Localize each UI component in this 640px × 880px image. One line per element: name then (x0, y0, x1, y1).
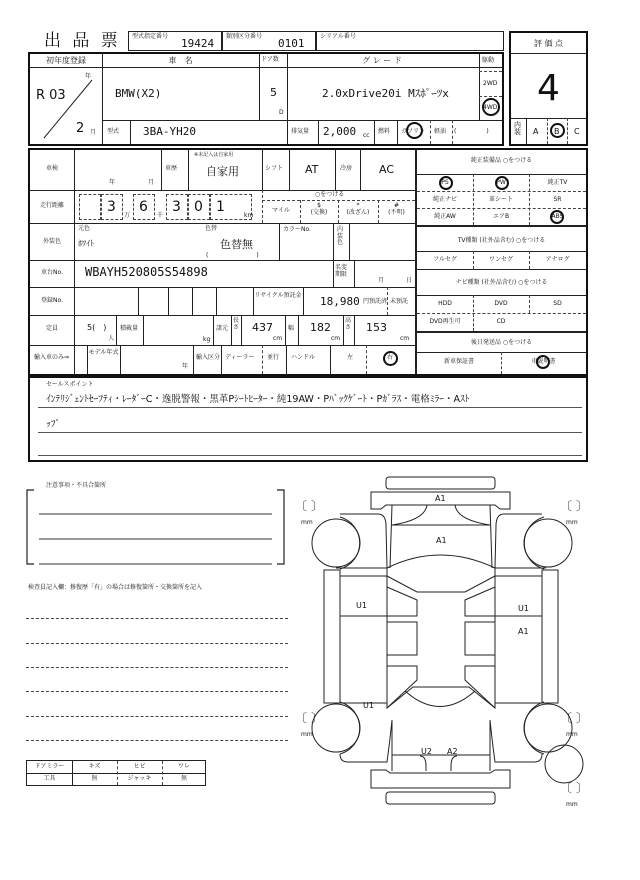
tread-depth-field[interactable]: 〔 〕 mm (560, 781, 589, 808)
equipment-panel (417, 150, 586, 374)
tread-depth-field[interactable]: 〔 〕 mm (560, 711, 589, 738)
mileage-digit-box (101, 194, 123, 220)
doors-value: 5 (270, 86, 277, 99)
accessory-table (26, 760, 206, 786)
chassis-label: 車台No. (41, 269, 63, 276)
inspector-title: 検査員記入欄：修復歴「有」の場合は修復箇所・交換箇所を記入 (28, 584, 203, 591)
height-value: 153 (366, 321, 387, 334)
selected-circle-icon (482, 98, 500, 116)
score-value: 4 (537, 68, 560, 109)
equipment-item: ABS (551, 213, 564, 220)
shift-label: シフト (265, 165, 284, 172)
selected-circle-icon (439, 176, 453, 190)
grade-value: 2.0xDrive20i Mｽﾎﾟｰﾂx (322, 87, 449, 100)
score-box (509, 31, 588, 146)
registration-month: 2 (76, 121, 85, 136)
import-parallel: 並行 (267, 354, 280, 361)
mileage-digit: 1 (216, 199, 225, 215)
interior-option-b: B (554, 127, 560, 136)
selected-circle-icon (383, 351, 398, 366)
accessory-cell: キズ (88, 763, 101, 770)
later-option: 新車保証書 (443, 358, 474, 365)
import-row (30, 345, 415, 374)
navi-option: CD (496, 318, 506, 325)
color-change-paren: ( ) (206, 252, 259, 259)
spec-label: 諸元 (216, 325, 229, 332)
notes-title: 注意事項・不具合箇所 (46, 482, 107, 489)
tv-option: アナログ (545, 256, 570, 263)
handle-label: ハンドル (291, 354, 316, 361)
mm-unit: mm (301, 731, 313, 738)
interior-option-a: A (533, 127, 539, 136)
vehicle-info-block (28, 52, 504, 146)
selected-circle-icon (536, 355, 550, 369)
history-label: 車歴 (165, 165, 178, 172)
damage-mark: U1 (518, 604, 529, 613)
shift-value: AT (305, 163, 319, 176)
displacement-label: 排気量 (291, 128, 310, 135)
mm-unit: mm (566, 731, 578, 738)
capacity-label: 定員 (45, 325, 58, 332)
accessory-cell: ドアミラー (34, 763, 65, 770)
name-change-day: 日 (406, 277, 413, 284)
category-value: 0101 (278, 37, 305, 50)
type-approval-label: 型式指定番号 (132, 33, 169, 40)
history-note: ※未記入は自家用 (194, 152, 234, 158)
interior-color-label: 内装色 (337, 226, 344, 247)
doors-unit: D (279, 109, 284, 116)
mileage-label: 走行距離 (39, 202, 64, 209)
equipment-item: PW (496, 179, 506, 186)
damage-mark: U2 (421, 747, 432, 756)
color-number-label: カラーNo. (283, 226, 311, 233)
fuel-diesel: 軽油 (434, 128, 447, 135)
damage-mark: A1 (435, 494, 446, 503)
history-value: 自家用 (206, 165, 239, 178)
color-change-value: 色替無 (220, 238, 253, 251)
damage-mark: U1 (363, 701, 374, 710)
recycle-value: 18,980 (320, 295, 360, 308)
width-label: 幅 (288, 325, 295, 332)
sales-point-block (28, 376, 588, 462)
navi-title: ナビ種類 (社外品含む) ○をつける (455, 279, 548, 286)
displacement-unit: cc (363, 132, 370, 139)
mileage-sen-unit: 千 (157, 212, 164, 219)
width-value: 182 (310, 321, 331, 334)
form-title: 出 品 票 (44, 31, 121, 51)
model-value: 3BA-YH20 (143, 125, 196, 138)
registration-month-unit: 月 (90, 129, 97, 136)
color-change-label: 色替 (205, 225, 218, 232)
mileage-digit-box (166, 194, 188, 220)
accessory-cell: ジャッキ (127, 775, 152, 782)
diagonal-slash (40, 78, 96, 140)
equipment-item: 純正TV (547, 179, 568, 186)
tread-depth-field[interactable]: 〔 〕 mm (295, 711, 324, 738)
later-option: 車説明書 (531, 358, 556, 365)
notes-bracket (24, 488, 294, 566)
drive-label: 駆動 (482, 57, 495, 64)
inspection-month-unit: 月 (148, 179, 155, 186)
navi-option: DVD再生可 (429, 318, 461, 325)
name-change-month: 月 (378, 277, 385, 284)
width-unit: cm (331, 335, 341, 342)
serial-box (316, 31, 504, 51)
height-unit: cm (400, 335, 410, 342)
handle-right: 右 (387, 354, 394, 361)
inspection-label: 車検 (45, 165, 58, 172)
capacity-unit: 人 (108, 335, 115, 342)
tread-depth-field[interactable]: 〔 〕 mm (560, 499, 589, 526)
damage-mark: A1 (436, 536, 447, 545)
load-label: 積載量 (120, 325, 139, 332)
chassis-value: WBAYH520805S54898 (85, 265, 208, 279)
tv-title: TV種類 (社外品含む) ○をつける (457, 237, 546, 244)
mileage-option-tampered: * (改ざん) (346, 202, 370, 217)
handle-left: 左 (347, 354, 354, 361)
mileage-option-exchange: $ (交換) (310, 202, 328, 217)
displacement-value: 2,000 (323, 125, 357, 138)
mileage-digit-box (133, 194, 155, 220)
length-value: 437 (252, 321, 273, 334)
mileage-unit: km (244, 212, 254, 219)
accessory-cell: ヒビ (133, 763, 146, 770)
mileage-digit-box (79, 194, 101, 220)
mileage-digit: 3 (172, 199, 181, 215)
doors-label: ドア数 (261, 56, 279, 63)
mm-unit: mm (301, 519, 313, 526)
selected-circle-icon (550, 123, 565, 138)
mileage-option-unknown: # (不明) (388, 202, 405, 217)
accessory-cell: ワレ (177, 763, 190, 770)
accessory-cell: 工具 (43, 775, 56, 782)
import-only-label: 輸入車のみ⇒ (34, 354, 70, 361)
damage-mark: A2 (447, 747, 458, 756)
interior-label: 内装 (514, 121, 521, 137)
sales-point-label: セールスポイント (46, 381, 94, 388)
accessory-cell: 無 (180, 775, 187, 782)
serial-label: シリアル番号 (320, 33, 356, 40)
selected-circle-icon (550, 210, 564, 224)
registration-era-year: R 03 (36, 88, 66, 103)
import-dealer: ディーラー (225, 354, 255, 361)
damage-mark: A1 (518, 627, 529, 636)
type-approval-value: 19424 (181, 37, 215, 50)
registration-year-unit: 年 (85, 73, 92, 80)
category-box (222, 31, 316, 51)
load-unit: kg (203, 336, 211, 343)
recycle-label: リサイクル預託金 (254, 292, 302, 299)
type-approval-box (128, 31, 222, 51)
recycle-unit: 円預託済 (363, 298, 388, 305)
equipment-item: SR (553, 196, 562, 203)
import-type-label: 輸入区分 (196, 354, 221, 361)
capacity-value: 5( ) (87, 323, 107, 332)
mileage-digit-box (188, 194, 210, 220)
category-label: 類別区分番号 (226, 33, 263, 40)
selected-circle-icon (406, 122, 423, 139)
model-year-unit: 年 (182, 363, 189, 370)
original-color-label: 元色 (78, 225, 91, 232)
recycle-unpaid: 未預託 (390, 298, 409, 305)
height-label: 高さ (345, 317, 352, 331)
selected-circle-icon (495, 176, 509, 190)
inspection-year-unit: 年 (109, 179, 116, 186)
car-name-value: BMW(X2) (115, 87, 162, 100)
details-block (28, 148, 588, 376)
exterior-color-label: 外装色 (42, 238, 61, 245)
fuel-label: 燃料 (378, 128, 391, 135)
equipment-item: PS (441, 179, 449, 186)
fuel-other: ( ) (454, 128, 489, 135)
later-title: 後日発送品 ○をつける (470, 339, 533, 346)
accessory-cell: 無 (91, 775, 98, 782)
interior-option-c: C (574, 127, 580, 136)
registration-number-label: 登録No. (41, 297, 63, 304)
equipment-item: 純正AW (434, 213, 456, 220)
mileage-digit: 6 (139, 199, 148, 215)
navi-option: SD (553, 300, 562, 307)
registration-label: 初年度登録 (46, 56, 86, 65)
equipment-item: 革シート (488, 196, 513, 203)
navi-option: DVD (494, 300, 508, 307)
equipment-item: エアB (492, 213, 510, 220)
sales-point-line: ｯﾌﾟ (46, 419, 61, 430)
tv-option: ワンセグ (488, 256, 513, 263)
mm-unit: mm (566, 801, 578, 808)
damage-mark: U1 (356, 601, 367, 610)
mileage-digit: 3 (107, 199, 116, 215)
mileage-mark-label: ○をつける (315, 191, 345, 198)
sales-point-line: ｲﾝﾃﾘｼﾞｪﾝﾄｾｰﾌﾃｨ・ﾚｰﾀﾞｰC・逸脱警報・黒革Pｼｰﾄﾋｰﾀｰ・純19AW・Pﾊﾞｯｸｹﾞｰﾄ・Pｶﾞﾗｽ・電格ﾐﾗｰ・Aｽﾄ (46, 394, 470, 405)
original-color-value: ﾎﾜｲﾄ (78, 239, 94, 248)
drive-option-4wd: 4WD (483, 104, 498, 111)
tread-depth-field[interactable]: 〔 〕 mm (295, 499, 324, 526)
name-change-label: 名変期限 (335, 264, 348, 278)
aircon-value: AC (379, 163, 395, 176)
length-label: 長さ (233, 317, 240, 331)
drive-option-2wd: 2WD (483, 80, 498, 87)
score-label: 評 価 点 (533, 39, 564, 48)
fuel-gasoline: ガソリン (401, 128, 426, 135)
mm-unit: mm (566, 519, 578, 526)
aircon-label: 冷房 (340, 165, 353, 172)
model-year-label: モデル年式 (88, 349, 119, 356)
mileage-option-mile: マイル (272, 207, 290, 214)
equipment-item: 純正ナビ (432, 196, 457, 203)
grade-label: グ レ ー ド (362, 56, 402, 65)
tv-option: フルセグ (433, 256, 457, 263)
model-label: 型式 (107, 128, 120, 135)
car-name-label: 車 名 (168, 56, 193, 65)
mileage-man-unit: 万 (124, 212, 131, 219)
navi-option: HDD (438, 300, 452, 307)
equipment-title: 純正装備品 ○をつける (470, 157, 533, 164)
mileage-digit: 0 (194, 199, 203, 215)
length-unit: cm (273, 335, 283, 342)
